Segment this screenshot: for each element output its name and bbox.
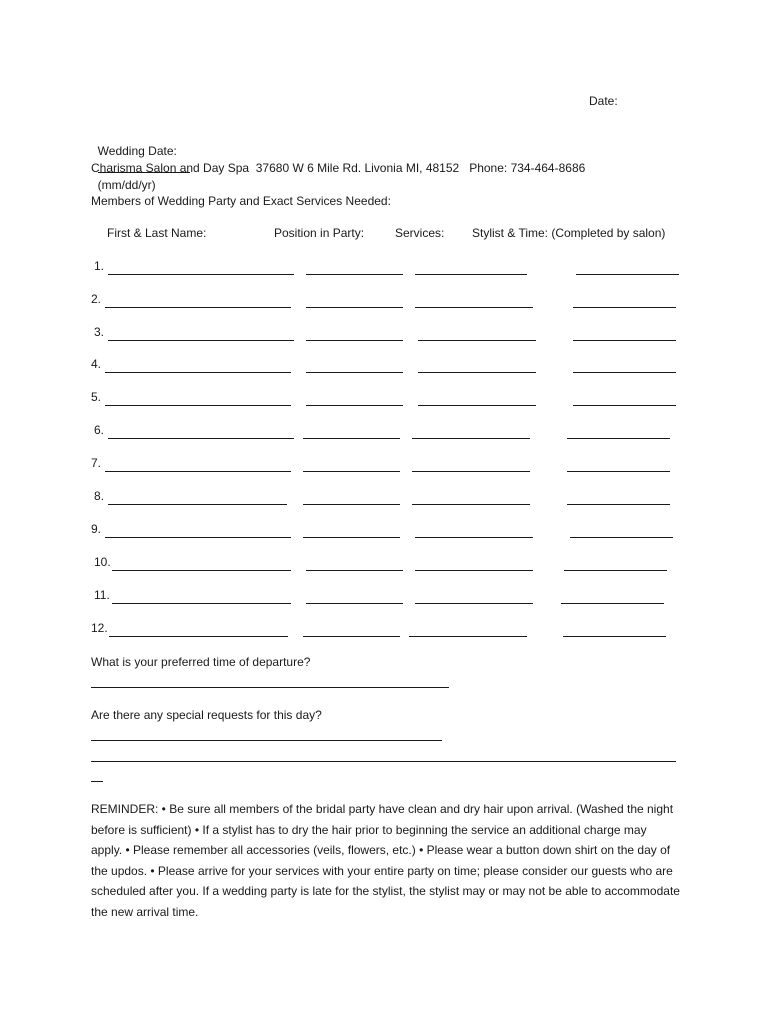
services-field[interactable]	[412, 438, 530, 439]
stylist-field[interactable]	[573, 405, 676, 406]
stylist-field[interactable]	[576, 274, 679, 275]
column-header-services: Services:	[395, 226, 445, 240]
stylist-field[interactable]	[573, 340, 676, 341]
services-field[interactable]	[415, 603, 533, 604]
departure-question: What is your preferred time of departure?	[91, 655, 311, 669]
departure-answer-field[interactable]	[91, 687, 449, 688]
wedding-date-format: (mm/dd/yr)	[97, 178, 156, 192]
position-field[interactable]	[303, 471, 400, 472]
name-field[interactable]	[112, 570, 291, 571]
position-field[interactable]	[306, 274, 403, 275]
row-number: 5.	[91, 390, 102, 404]
name-field[interactable]	[105, 307, 291, 308]
name-field[interactable]	[108, 504, 287, 505]
party-member-row	[0, 588, 770, 606]
special-requests-answer-line-1[interactable]	[91, 740, 442, 741]
row-number: 12.	[91, 621, 108, 635]
stylist-field[interactable]	[573, 307, 676, 308]
column-header-name: First & Last Name:	[107, 226, 207, 240]
wedding-date-label: Wedding Date:	[97, 144, 177, 158]
row-number: 8.	[94, 489, 105, 503]
services-field[interactable]	[415, 307, 533, 308]
row-number: 1.	[94, 259, 105, 273]
name-field[interactable]	[112, 603, 291, 604]
services-field[interactable]	[409, 636, 527, 637]
name-field[interactable]	[108, 340, 294, 341]
stylist-field[interactable]	[567, 438, 670, 439]
party-member-row	[0, 522, 770, 540]
column-header-stylist: Stylist & Time: (Completed by salon)	[472, 226, 666, 240]
party-member-row	[0, 456, 770, 474]
party-member-row	[0, 325, 770, 343]
name-field[interactable]	[108, 274, 294, 275]
name-field[interactable]	[108, 438, 294, 439]
stylist-field[interactable]	[573, 372, 676, 373]
position-field[interactable]	[303, 636, 400, 637]
special-requests-answer-line-3[interactable]	[91, 781, 103, 782]
services-field[interactable]	[415, 274, 527, 275]
stylist-field[interactable]	[570, 537, 673, 538]
reminder-text: REMINDER: • Be sure all members of the bridal party have clean and dry hair upon arrival. (Washed the night before is sufficient) • If a stylist has to dry the hair prior to beginning the service an additional charge may apply. • Please remember all accessories (veils, flowers, etc.) • Please wear a button down shirt on the day of the updos. • Please arrive for your services with your entire party on time; please consider our guests who are scheduled after you. If a wedding party is late for the stylist, the stylist may or may not be able to accommodate the new arrival time.	[91, 802, 680, 919]
row-number: 6.	[94, 423, 105, 437]
services-field[interactable]	[412, 471, 530, 472]
stylist-field[interactable]	[564, 570, 667, 571]
date-label: Date:	[589, 94, 618, 108]
column-header-position: Position in Party:	[274, 226, 365, 240]
party-member-row	[0, 292, 770, 310]
party-member-row	[0, 621, 770, 639]
services-field[interactable]	[418, 340, 536, 341]
services-field[interactable]	[412, 504, 530, 505]
name-field[interactable]	[109, 636, 288, 637]
name-field[interactable]	[105, 405, 291, 406]
stylist-field[interactable]	[567, 471, 670, 472]
services-field[interactable]	[415, 570, 533, 571]
position-field[interactable]	[303, 504, 400, 505]
position-field[interactable]	[306, 307, 403, 308]
party-member-row	[0, 390, 770, 408]
name-field[interactable]	[105, 537, 291, 538]
party-member-row	[0, 259, 770, 277]
row-number: 11.	[94, 588, 110, 602]
name-field[interactable]	[105, 471, 291, 472]
stylist-field[interactable]	[561, 603, 664, 604]
position-field[interactable]	[306, 372, 403, 373]
row-number: 4.	[91, 357, 102, 371]
party-member-row	[0, 357, 770, 375]
row-number: 7.	[91, 456, 102, 470]
position-field[interactable]	[306, 603, 403, 604]
row-number: 2.	[91, 292, 102, 306]
party-member-row	[0, 489, 770, 507]
stylist-field[interactable]	[567, 504, 670, 505]
salon-info: Charisma Salon and Day Spa 37680 W 6 Mile Rd. Livonia MI, 48152 Phone: 734-464-8686	[91, 161, 586, 175]
position-field[interactable]	[306, 340, 403, 341]
services-field[interactable]	[415, 537, 533, 538]
special-requests-question: Are there any special requests for this day?	[91, 708, 322, 722]
services-field[interactable]	[418, 372, 536, 373]
position-field[interactable]	[306, 405, 403, 406]
position-field[interactable]	[306, 570, 403, 571]
position-field[interactable]	[303, 438, 400, 439]
party-member-row	[0, 423, 770, 441]
row-number: 10.	[94, 555, 111, 569]
name-field[interactable]	[105, 372, 291, 373]
services-field[interactable]	[418, 405, 536, 406]
party-member-row	[0, 555, 770, 573]
row-number: 9.	[91, 522, 102, 536]
row-number: 3.	[94, 325, 105, 339]
position-field[interactable]	[303, 537, 400, 538]
members-heading: Members of Wedding Party and Exact Services Needed:	[91, 194, 391, 208]
special-requests-answer-line-2[interactable]	[91, 761, 676, 762]
stylist-field[interactable]	[563, 636, 666, 637]
